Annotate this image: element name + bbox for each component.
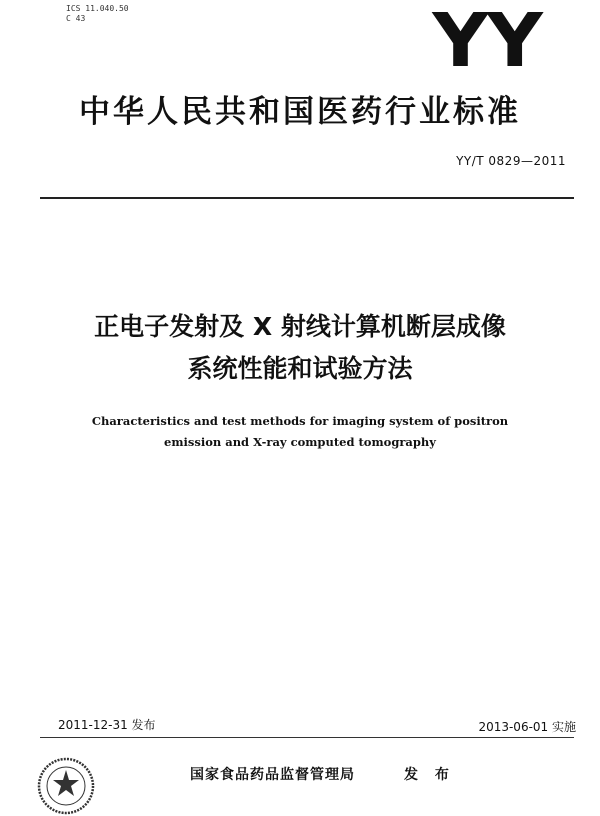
issuing-authority-heading: 中华人民共和国医药行业标准	[79, 94, 521, 130]
title-cn-line-2: 系统性能和试验方法	[187, 354, 413, 383]
title-cn-line-1: 正电子发射及 X 射线计算机断层成像	[94, 312, 506, 341]
title-en-line-1: Characteristics and test methods for imaging system of positron	[91, 414, 509, 428]
ccs-code: C 43	[66, 14, 86, 23]
document-number: YY/T 0829—2011	[456, 154, 566, 168]
publish-label: 发 布	[404, 767, 455, 783]
classification-codes	[66, 4, 129, 24]
ics-code: ICS 11.040.50	[66, 4, 129, 13]
issue-date: 2011-12-31 发布	[58, 718, 156, 732]
publisher-name: 国家食品药品监督管理局	[190, 767, 355, 783]
implementation-date: 2013-06-01 实施	[478, 720, 576, 734]
footer-divider	[40, 737, 574, 738]
standard-logo: YY	[432, 0, 541, 84]
official-seal-icon	[36, 756, 96, 816]
title-en-line-2: emission and X-ray computed tomography	[164, 435, 436, 449]
header-divider	[40, 197, 574, 199]
